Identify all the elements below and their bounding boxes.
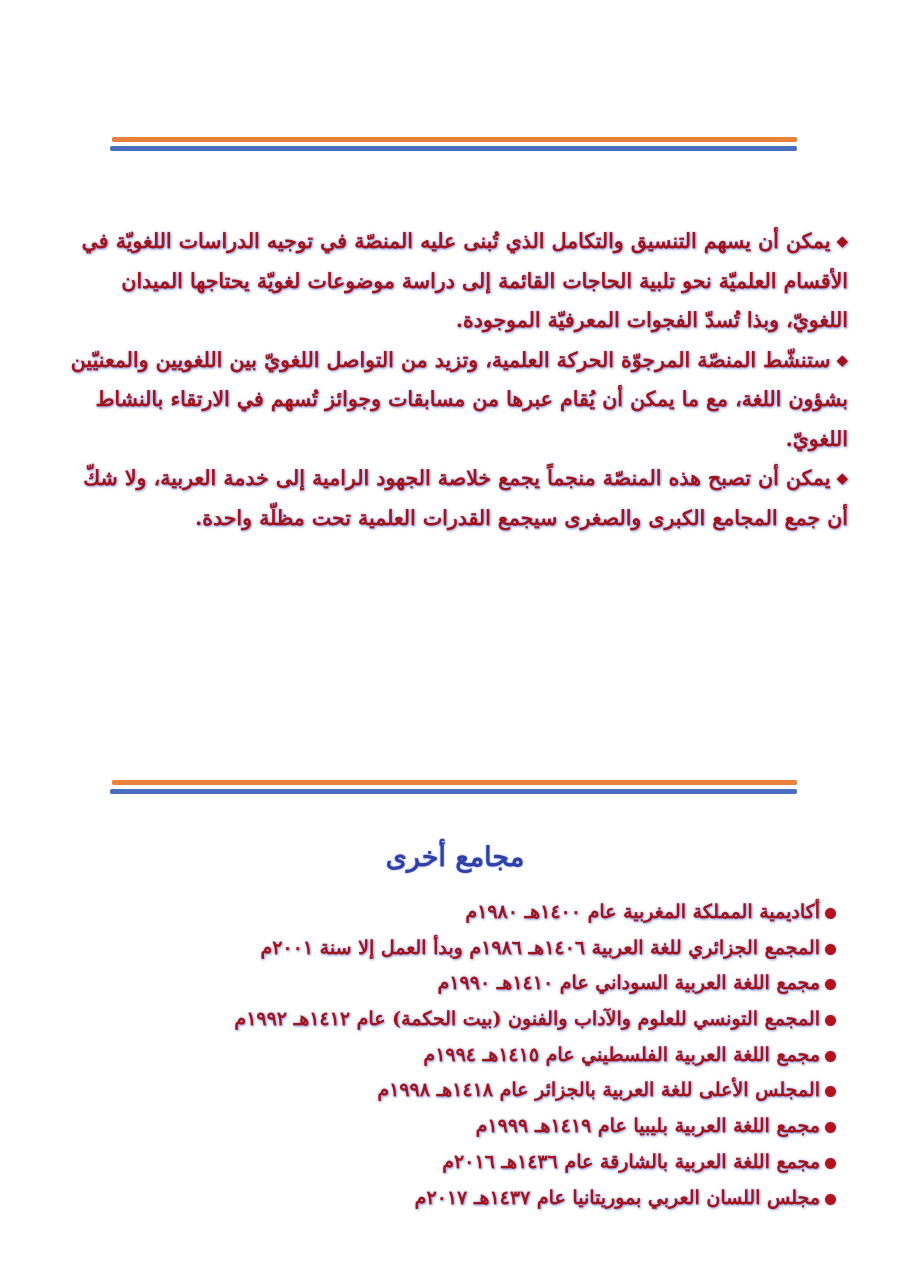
section-title: مجامع أخرى <box>385 842 525 873</box>
round-bullet-icon <box>825 1158 836 1169</box>
paragraph-1-text: يمكن أن يسهم التنسيق والتكامل الذي تُبنى عليه المنصّة في توجيه الدراسات اللغويّة في الأقسام العلميّة نحو تلبية الحاجات القائمة إلى دراسة موضوعات لغويّة يحتاجها الميدان اللغويّ، وبذا تُسدّ الفجوات المعرفيّة الموجودة. <box>81 229 848 332</box>
list-item: مجلس اللسان العربي بموريتانيا عام ١٤٣٧هـ ٢٠١٧م <box>110 1181 836 1217</box>
paragraph-2-text: ستنشّط المنصّة المرجوّة الحركة العلمية، وتزيد من التواصل اللغويّ بين اللغويين والمعنيّين بشؤون اللغة، مع ما يمكن أن يُقام عبرها من مسابقات وجوائز تُسهم في الارتقاء بالنشاط اللغويّ. <box>70 347 848 451</box>
paragraph-3-text: يمكن أن تصبح هذه المنصّة منجماً يجمع خلاصة الجهود الرامية إلى خدمة العربية، ولا شكّ أن جمع المجامع الكبرى والصغرى سيجمع القدرات العلمية تحت مظلّة واحدة. <box>83 466 848 530</box>
round-bullet-icon <box>825 979 836 990</box>
academies-list <box>110 895 836 1216</box>
list-item: مجمع اللغة العربية الفلسطيني عام ١٤١٥هـ ١٩٩٤م <box>110 1038 836 1074</box>
diamond-bullet-icon: ◆ <box>836 469 848 487</box>
round-bullet-icon <box>825 1122 836 1133</box>
round-bullet-icon <box>825 944 836 955</box>
diamond-bullet-icon: ◆ <box>836 350 848 369</box>
round-bullet-icon <box>825 1051 836 1062</box>
middle-divider-blue-line <box>110 789 797 794</box>
paragraph-3 <box>62 459 848 538</box>
list-item: المجلس الأعلى للغة العربية بالجزائر عام ١٤١٨هـ ١٩٩٨م <box>110 1073 836 1109</box>
list-item: مجمع اللغة العربية السوداني عام ١٤١٠هـ ١٩٩٠م <box>110 966 836 1002</box>
middle-divider <box>112 780 797 794</box>
round-bullet-icon <box>825 1015 836 1026</box>
list-item: المجمع التونسي للعلوم والآداب والفنون (بيت الحكمة) عام ١٤١٢هـ ١٩٩٢م <box>110 1002 836 1038</box>
round-bullet-icon <box>825 1086 836 1097</box>
round-bullet-icon <box>825 1194 836 1205</box>
list-item: المجمع الجزائري للغة العربية ١٤٠٦هـ ١٩٨٦م وبدأ العمل إلا سنة ٢٠٠١م <box>110 931 836 967</box>
list-item: مجمع اللغة العربية بليبيا عام ١٤١٩هـ ١٩٩٩م <box>110 1109 836 1145</box>
diamond-bullet-icon: ◆ <box>836 232 848 250</box>
list-item: أكاديمية المملكة المغربية عام ١٤٠٠هـ ١٩٨٠م <box>110 895 836 931</box>
top-divider <box>112 137 797 151</box>
paragraph-1 <box>62 222 848 341</box>
paragraph-2 <box>62 341 848 460</box>
list-item: مجمع اللغة العربية بالشارقة عام ١٤٣٦هـ ٢٠١٦م <box>110 1145 836 1181</box>
benefits-paragraphs <box>62 222 848 538</box>
top-divider-blue-line <box>110 146 797 151</box>
round-bullet-icon <box>825 908 836 919</box>
